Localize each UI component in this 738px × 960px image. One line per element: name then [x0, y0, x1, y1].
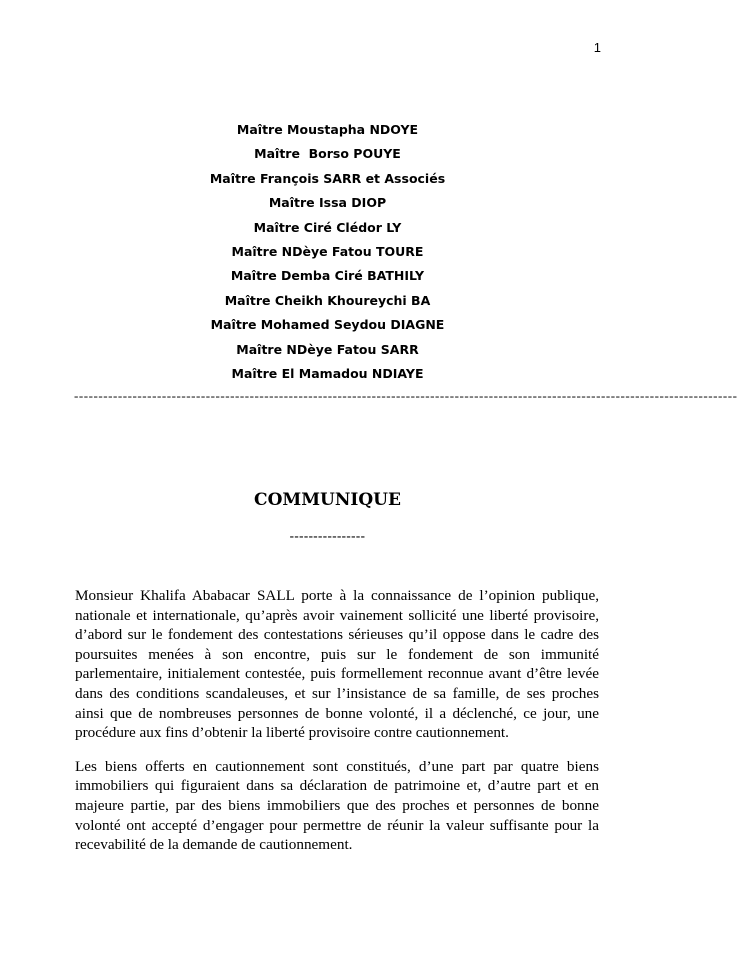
lawyers-list	[0, 118, 655, 386]
lawyer-name: Maître Cheikh Khoureychi BA	[224, 292, 431, 308]
lawyer-name: Maître NDèye Fatou TOURE	[231, 243, 424, 259]
lawyer-name: Maître Issa DIOP	[268, 195, 387, 211]
document-body	[75, 586, 599, 869]
lawyer-name: Maître François SARR et Associés	[209, 170, 446, 186]
lawyer-name: Maître El Mamadou NDIAYE	[231, 365, 424, 381]
dashed-separator: ----------------------------------------------------------------------------------------------------------------------------------------	[74, 388, 738, 403]
page-number: 1	[593, 40, 601, 55]
lawyer-name: Maître Ciré Clédor LY	[253, 219, 402, 235]
lawyer-name: Maître Borso POUYE	[254, 146, 401, 162]
lawyer-name: Maître NDèye Fatou SARR	[236, 341, 419, 357]
title-underline: ----------------	[289, 528, 366, 543]
body-paragraph: Les biens offerts en cautionnement sont constitués, d’une part par quatre biens immobiliers qui figuraient dans sa déclaration de patrimoine et, d’autre part et en majeure partie, par des biens immobiliers que des proches et personnes de bonne volonté ont accepté d’engager pour permettre de réunir la valeur suffisante pour la recevabilité de la demande de cautionnement.	[75, 757, 599, 854]
document-title: COMMUNIQUE	[254, 490, 401, 510]
lawyer-name: Maître Moustapha NDOYE	[236, 122, 419, 137]
lawyer-name: Maître Mohamed Seydou DIAGNE	[210, 317, 445, 333]
lawyer-name: Maître Demba Ciré BATHILY	[230, 268, 425, 284]
body-paragraph: Monsieur Khalifa Ababacar SALL porte à la connaissance de l’opinion publique, nationale et internationale, qu’après avoir vainement sollicité une liberté provisoire, d’abord sur le fondement des contestations sérieuses qu’il oppose dans le cadre des poursuites menées à son encontre, puis sur le fondement de son immunité parlementaire, initialement contestée, puis formellement reconnue avant d’être levée dans des conditions scandaleuses, et sur l’insistance de sa famille, de ses proches ainsi que de nombreuses personnes de bonne volonté, il a déclenché, ce jour, une procédure aux fins d’obtenir la liberté provisoire contre cautionnement.	[75, 587, 599, 742]
